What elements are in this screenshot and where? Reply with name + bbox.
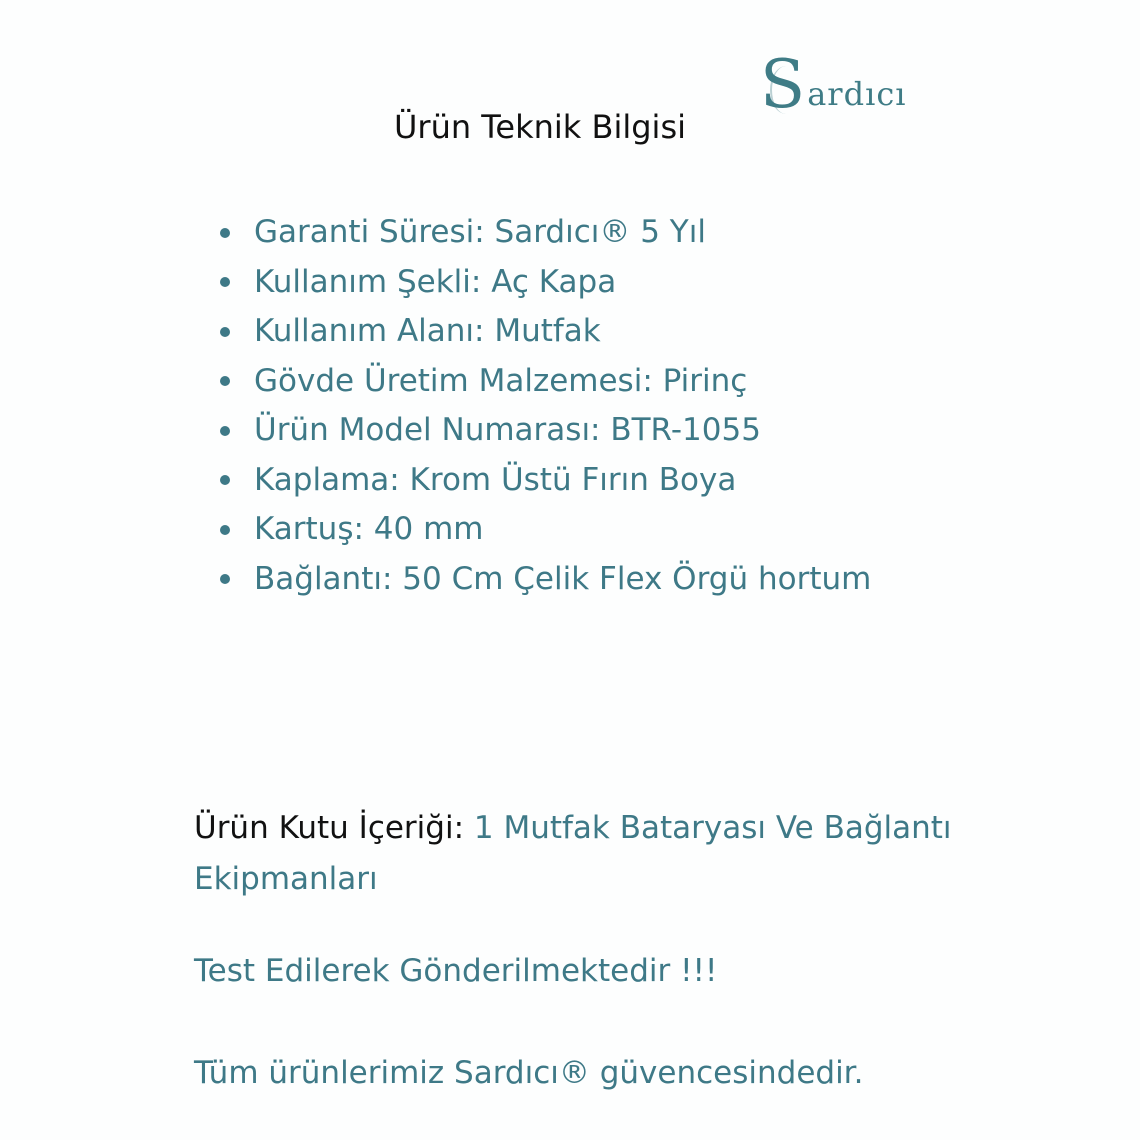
bullet-icon xyxy=(220,327,230,337)
spec-text: Kullanım Şekli: Aç Kapa xyxy=(254,263,617,300)
bullet-icon xyxy=(220,475,230,485)
spec-item-usage-type xyxy=(220,258,871,308)
box-contents-value: 1 Mutfak Bataryası Ve Bağlantı Ekipmanları xyxy=(194,810,952,897)
box-contents-label: Ürün Kutu İçeriği: xyxy=(194,810,465,846)
bullet-icon xyxy=(220,426,230,436)
spec-item-connection xyxy=(220,555,871,605)
spec-item-usage-area xyxy=(220,307,871,357)
spec-item-coating xyxy=(220,456,871,506)
spec-item-body-material xyxy=(220,357,871,407)
brand-logo-initial: S xyxy=(760,46,804,123)
bullet-icon xyxy=(220,525,230,535)
bullet-icon xyxy=(220,228,230,238)
spec-item-warranty xyxy=(220,208,871,258)
spec-text: Ürün Model Numarası: BTR-1055 xyxy=(254,412,761,449)
technical-specs-list xyxy=(220,208,871,604)
spec-text: Kaplama: Krom Üstü Fırın Boya xyxy=(254,461,737,498)
tested-notice: Test Edilerek Gönderilmektedir !!! xyxy=(194,953,718,989)
spec-text: Bağlantı: 50 Cm Çelik Flex Örgü hortum xyxy=(254,560,872,597)
bullet-icon xyxy=(220,277,230,287)
brand-logo xyxy=(760,38,907,123)
box-contents xyxy=(194,803,1014,905)
spec-text: Garanti Süresi: Sardıcı® 5 Yıl xyxy=(254,214,706,251)
spec-text: Gövde Üretim Malzemesi: Pirinç xyxy=(254,362,748,399)
brand-logo-rest: ardıcı xyxy=(807,75,907,113)
page-title: Ürün Teknik Bilgisi xyxy=(393,108,686,146)
guarantee-notice: Tüm ürünlerimiz Sardıcı® güvencesindedir. xyxy=(194,1055,864,1091)
spec-item-model-number xyxy=(220,406,871,456)
spec-text: Kullanım Alanı: Mutfak xyxy=(254,313,601,350)
bullet-icon xyxy=(220,574,230,584)
bullet-icon xyxy=(220,376,230,386)
spec-item-cartridge xyxy=(220,505,871,555)
spec-text: Kartuş: 40 mm xyxy=(254,511,484,548)
